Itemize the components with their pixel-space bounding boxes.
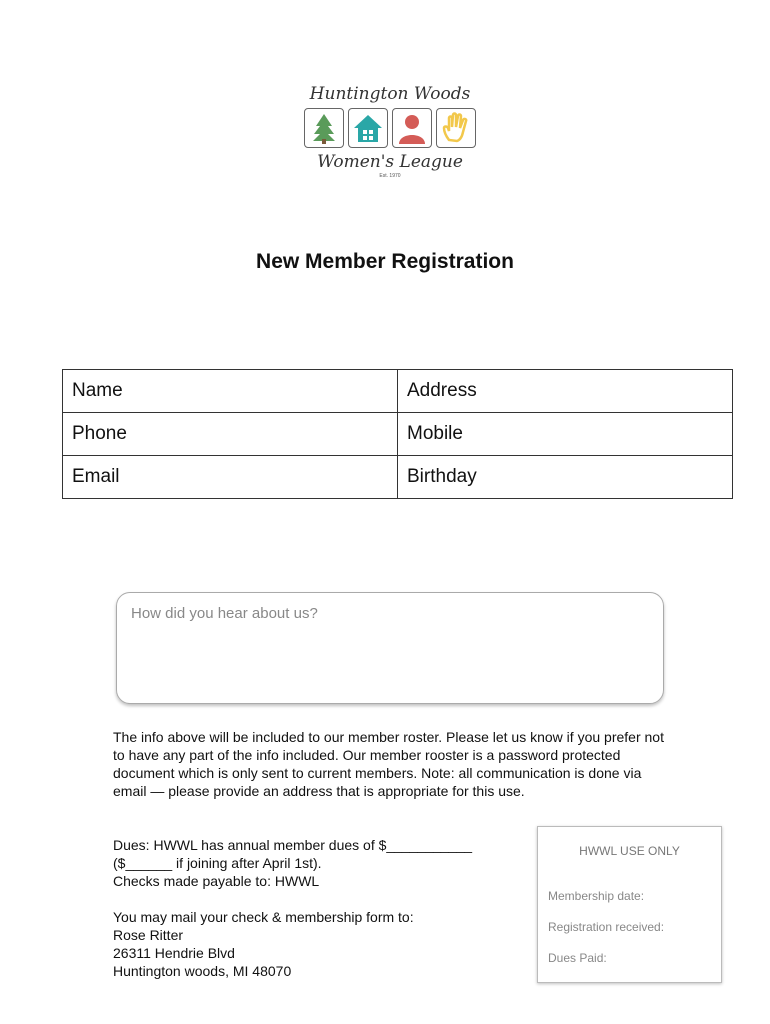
- name-field[interactable]: Name: [63, 370, 398, 413]
- how-did-you-hear-label: How did you hear about us?: [131, 605, 318, 622]
- dues-paid-label: Dues Paid:: [548, 951, 607, 965]
- table-row: [63, 413, 733, 456]
- birthday-field[interactable]: Birthday: [398, 456, 733, 499]
- page-title: New Member Registration: [256, 250, 514, 273]
- person-icon: [392, 108, 432, 148]
- registration-received-label: Registration received:: [548, 920, 665, 934]
- tree-icon: [304, 108, 344, 148]
- table-row: [63, 456, 733, 499]
- phone-field[interactable]: Phone: [63, 413, 398, 456]
- mail-city: Huntington woods, MI 48070: [113, 963, 292, 979]
- logo-est-text: Est. 1970: [379, 173, 401, 179]
- info-paragraph: [113, 728, 673, 800]
- house-icon: [348, 108, 388, 148]
- address-field[interactable]: Address: [398, 370, 733, 413]
- membership-date-label: Membership date:: [548, 889, 645, 903]
- hand-icon: [436, 108, 476, 148]
- registration-table: [62, 369, 733, 499]
- dues-line-2: ($______ if joining after April 1st).: [113, 855, 322, 871]
- mail-instruction: You may mail your check & membership form to:: [113, 909, 414, 925]
- dues-line-3: Checks made payable to: HWWL: [113, 873, 320, 889]
- office-use-title: HWWL USE ONLY: [579, 844, 680, 858]
- info-text: The info above will be included to our member roster. Please let us know if you prefer not to have any part of the info included. Our member rooster is a password protected document which is only sent to current members. Note: all communication is done via email — please provide an address that is appropriate for this use.: [113, 729, 664, 799]
- how-did-you-hear-field[interactable]: [116, 592, 664, 704]
- table-row: [63, 370, 733, 413]
- mail-street: 26311 Hendrie Blvd: [113, 945, 235, 961]
- league-logo: [302, 84, 478, 184]
- dues-line-1: Dues: HWWL has annual member dues of $___________: [113, 837, 473, 853]
- email-field[interactable]: Email: [63, 456, 398, 499]
- logo-icon-row: [304, 108, 478, 150]
- office-use-box: [537, 826, 722, 983]
- logo-bottom-text: Women's League: [317, 152, 463, 172]
- logo-top-text: Huntington Woods: [309, 84, 471, 104]
- dues-section: [113, 836, 533, 890]
- mail-name: Rose Ritter: [113, 927, 184, 943]
- mobile-field[interactable]: Mobile: [398, 413, 733, 456]
- mail-section: [113, 908, 533, 980]
